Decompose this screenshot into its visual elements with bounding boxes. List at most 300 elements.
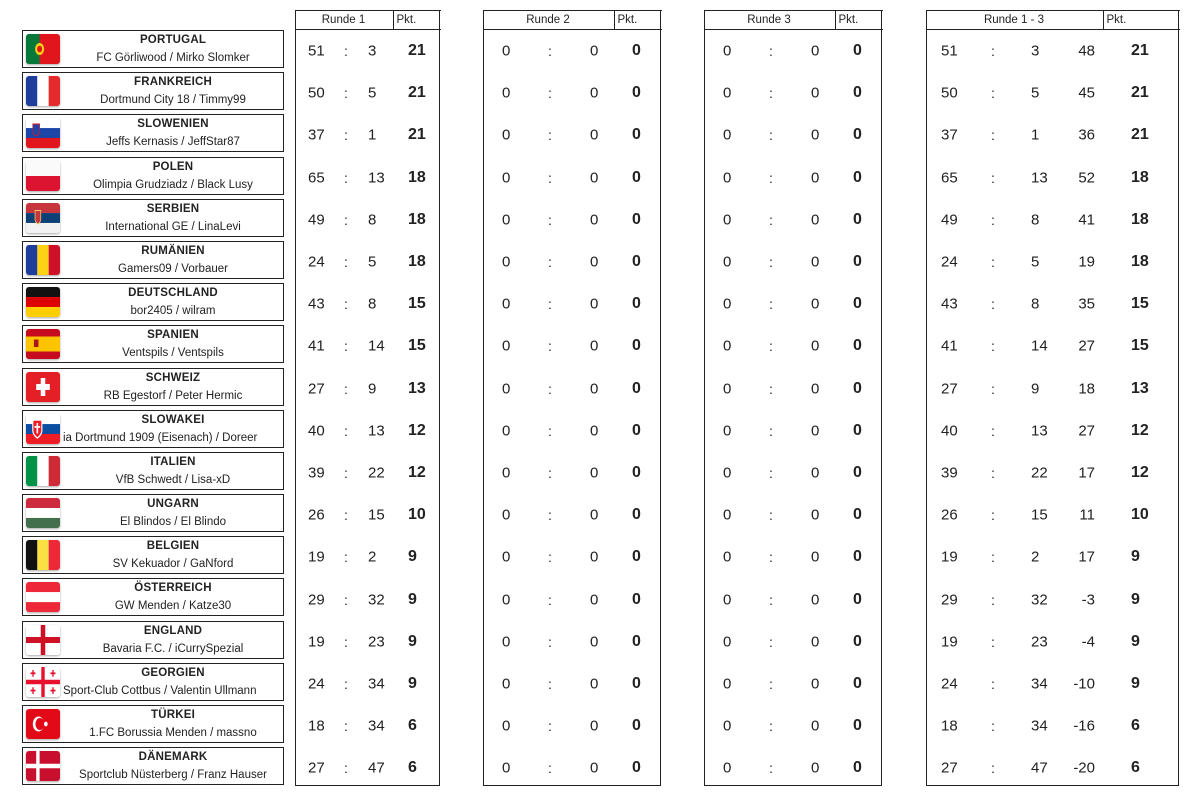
total-goals-for: 27 (941, 759, 958, 777)
total-colon: : (991, 43, 995, 60)
total-colon: : (991, 591, 995, 608)
total-points: 9 (1131, 632, 1140, 650)
total-row (927, 368, 1178, 410)
total-goals-for: 49 (941, 211, 958, 229)
round-1-row (296, 452, 439, 494)
round-3-goals-against: 0 (811, 422, 820, 440)
round-2-title: Runde 2 (483, 11, 615, 29)
round-2-points: 0 (632, 548, 641, 566)
round-3-goals-for: 0 (723, 759, 732, 777)
round-3-colon: : (769, 254, 773, 271)
round-2-goals-against: 0 (590, 126, 599, 144)
switzerland-flag-icon (26, 372, 60, 402)
round-1-goals-for: 43 (308, 295, 325, 313)
round-2-row (484, 241, 660, 283)
total-goal-diff: 41 (1078, 211, 1095, 229)
total-row (927, 157, 1178, 199)
team-row (22, 30, 284, 68)
team-name: Dortmund City 18 / Timmy99 (100, 94, 246, 107)
round-1-goals-for: 27 (308, 759, 325, 777)
round-2-goals-against: 0 (590, 337, 599, 355)
round-3-points: 0 (853, 337, 862, 355)
team-row (22, 157, 284, 195)
total-colon: : (991, 211, 995, 228)
round-3-goals-for: 0 (723, 548, 732, 566)
round-2-block (483, 10, 661, 786)
round-3-row (705, 241, 881, 283)
round-2-points: 0 (632, 337, 641, 355)
round-1-row (296, 494, 439, 536)
round-3-points: 0 (853, 632, 862, 650)
round-1-points: 12 (408, 421, 426, 439)
round-1-points: 12 (408, 464, 426, 482)
round-1-row (296, 705, 439, 747)
round-2-goals-for: 0 (502, 759, 511, 777)
round-3-colon: : (769, 422, 773, 439)
round-1-points: 9 (408, 632, 417, 650)
total-colon: : (991, 760, 995, 777)
round-2-row (484, 368, 660, 410)
total-goal-diff: -10 (1073, 675, 1095, 693)
total-row (927, 621, 1178, 663)
round-3-goals-against: 0 (811, 506, 820, 524)
total-row (927, 241, 1178, 283)
total-row (927, 30, 1178, 72)
round-1-goals-against: 13 (368, 169, 385, 187)
team-row (22, 241, 284, 279)
round-3-colon: : (769, 296, 773, 313)
round-1-goals-for: 49 (308, 211, 325, 229)
total-goals-against: 1 (1031, 126, 1040, 144)
slovenia-flag-icon (26, 118, 60, 148)
round-3-colon: : (769, 507, 773, 524)
country-name: SCHWEIZ (145, 371, 201, 384)
total-points: 13 (1131, 379, 1149, 397)
round-2-goals-for: 0 (502, 380, 511, 398)
serbia-flag-icon (26, 203, 60, 233)
round-1-goals-against: 9 (368, 380, 377, 398)
round-3-row (705, 747, 881, 789)
total-points: 6 (1131, 759, 1140, 777)
round-1-colon: : (344, 296, 348, 313)
romania-flag-icon (26, 245, 60, 275)
round-2-colon: : (548, 127, 552, 144)
round-3-colon: : (769, 760, 773, 777)
total-row (927, 452, 1178, 494)
round-1-goals-for: 39 (308, 464, 325, 482)
round-3-goals-against: 0 (811, 295, 820, 313)
total-block (926, 10, 1179, 786)
team-row (22, 410, 284, 448)
round-1-goals-for: 27 (308, 380, 325, 398)
total-row (927, 325, 1178, 367)
round-2-goals-for: 0 (502, 506, 511, 524)
team-row (22, 621, 284, 659)
round-2-row (484, 747, 660, 789)
round-1-colon: : (344, 43, 348, 60)
round-1-points: 6 (408, 759, 417, 777)
team-name: Gamers09 / Vorbauer (118, 262, 228, 275)
round-2-row (484, 283, 660, 325)
team-row (22, 283, 284, 321)
austria-flag-icon (26, 582, 60, 612)
round-2-row (484, 579, 660, 621)
round-1-row (296, 368, 439, 410)
england-flag-icon (26, 625, 60, 655)
round-3-goals-for: 0 (723, 633, 732, 651)
round-1-goals-against: 5 (368, 253, 377, 271)
round-1-goals-for: 41 (308, 337, 325, 355)
country-name: RUMÄNIEN (141, 244, 205, 257)
total-colon: : (991, 127, 995, 144)
total-colon: : (991, 465, 995, 482)
total-colon: : (991, 718, 995, 735)
round-2-points: 0 (632, 464, 641, 482)
round-3-points: 0 (853, 506, 862, 524)
round-3-goals-against: 0 (811, 675, 820, 693)
round-3-colon: : (769, 211, 773, 228)
round-3-title: Runde 3 (704, 11, 836, 29)
round-3-goals-for: 0 (723, 169, 732, 187)
round-2-points: 0 (632, 253, 641, 271)
round-1-goals-against: 34 (368, 717, 385, 735)
round-1-block (295, 10, 440, 786)
country-name: TÜRKEI (150, 709, 195, 721)
total-goal-diff: 36 (1078, 126, 1095, 144)
round-3-colon: : (769, 676, 773, 693)
round-2-colon: : (548, 549, 552, 566)
team-name: VfB Schwedt / Lisa-xD (115, 473, 231, 486)
round-3-row (705, 30, 881, 72)
round-3-goals-for: 0 (723, 717, 732, 735)
round-1-goals-for: 40 (308, 422, 325, 440)
round-1-row (296, 410, 439, 452)
total-goals-for: 65 (941, 169, 958, 187)
round-2-row (484, 325, 660, 367)
round-1-points: 15 (408, 337, 426, 355)
round-2-row (484, 157, 660, 199)
team-name: Sport-Club Cottbus / Valentin Ullmann (63, 684, 257, 697)
round-2-goals-against: 0 (590, 380, 599, 398)
round-3-goals-for: 0 (723, 591, 732, 609)
round-2-goals-against: 0 (590, 422, 599, 440)
round-2-points: 0 (632, 421, 641, 439)
round-2-colon: : (548, 465, 552, 482)
total-goal-diff: 18 (1078, 380, 1095, 398)
round-1-goals-against: 22 (368, 464, 385, 482)
round-3-goals-against: 0 (811, 211, 820, 229)
team-row (22, 452, 284, 490)
country-name: PORTUGAL (139, 34, 207, 46)
round-1-colon: : (344, 380, 348, 397)
round-2-colon: : (548, 633, 552, 650)
total-goal-diff: 17 (1078, 548, 1095, 566)
total-points: 12 (1131, 464, 1149, 482)
round-1-goals-for: 29 (308, 591, 325, 609)
total-goal-diff: -20 (1073, 759, 1095, 777)
round-1-row (296, 579, 439, 621)
total-goals-against: 5 (1031, 84, 1040, 102)
round-1-points: 21 (408, 84, 426, 102)
round-3-row (705, 452, 881, 494)
round-2-colon: : (548, 422, 552, 439)
team-name: El Blindos / El Blindo (119, 516, 227, 529)
country-name: ITALIEN (150, 455, 196, 468)
total-goals-for: 37 (941, 126, 958, 144)
round-3-points: 0 (853, 253, 862, 271)
round-3-header (704, 10, 883, 30)
total-goals-for: 40 (941, 422, 958, 440)
georgia-flag-icon (26, 667, 60, 697)
round-2-points: 0 (632, 759, 641, 777)
total-goals-for: 50 (941, 84, 958, 102)
total-goals-against: 32 (1031, 591, 1048, 609)
round-1-goals-for: 26 (308, 506, 325, 524)
round-3-colon: : (769, 85, 773, 102)
round-3-colon: : (769, 633, 773, 650)
germany-flag-icon (26, 287, 60, 317)
round-3-goals-for: 0 (723, 675, 732, 693)
belgium-flag-icon (26, 540, 60, 570)
round-1-colon: : (344, 127, 348, 144)
round-2-goals-against: 0 (590, 253, 599, 271)
total-goal-diff: 17 (1078, 464, 1095, 482)
round-3-row (705, 579, 881, 621)
round-2-pkt-header: Pkt. (617, 14, 638, 26)
round-1-points: 21 (408, 42, 426, 60)
total-colon: : (991, 507, 995, 524)
denmark-flag-icon (26, 751, 60, 781)
round-3-row (705, 114, 881, 156)
total-goal-diff: 45 (1078, 84, 1095, 102)
total-goals-against: 2 (1031, 548, 1040, 566)
team-row (22, 494, 284, 532)
round-1-row (296, 199, 439, 241)
total-colon: : (991, 85, 995, 102)
round-3-colon: : (769, 127, 773, 144)
round-2-points: 0 (632, 42, 641, 60)
round-3-goals-for: 0 (723, 253, 732, 271)
total-goals-against: 5 (1031, 253, 1040, 271)
round-3-goals-for: 0 (723, 506, 732, 524)
country-name: SPANIEN (147, 329, 199, 342)
round-2-points: 0 (632, 126, 641, 144)
total-points: 9 (1131, 548, 1140, 566)
total-row (927, 199, 1178, 241)
total-goals-against: 14 (1031, 337, 1048, 355)
team-row (22, 199, 284, 237)
team-row (22, 536, 284, 574)
total-goal-diff: -4 (1081, 633, 1095, 651)
round-3-row (705, 663, 881, 705)
total-goals-against: 22 (1031, 464, 1048, 482)
round-2-colon: : (548, 760, 552, 777)
round-3-colon: : (769, 380, 773, 397)
round-3-goals-for: 0 (723, 422, 732, 440)
total-goals-against: 15 (1031, 506, 1048, 524)
total-points: 21 (1131, 42, 1149, 60)
round-2-goals-for: 0 (502, 633, 511, 651)
total-row (927, 579, 1178, 621)
round-2-goals-for: 0 (502, 337, 511, 355)
team-row (22, 72, 284, 110)
round-3-colon: : (769, 718, 773, 735)
total-goals-against: 13 (1031, 422, 1048, 440)
round-2-colon: : (548, 211, 552, 228)
round-1-goals-for: 37 (308, 126, 325, 144)
team-name: 1.FC Borussia Menden / massno (89, 727, 257, 739)
round-2-points: 0 (632, 379, 641, 397)
round-1-colon: : (344, 591, 348, 608)
round-2-goals-against: 0 (590, 633, 599, 651)
round-1-row (296, 621, 439, 663)
round-1-goals-for: 24 (308, 253, 325, 271)
total-goals-against: 9 (1031, 380, 1040, 398)
round-1-points: 18 (408, 253, 426, 271)
round-3-row (705, 283, 881, 325)
round-3-row (705, 410, 881, 452)
round-3-goals-for: 0 (723, 126, 732, 144)
team-name: SV Kekuador / GaNford (112, 558, 234, 571)
round-1-row (296, 241, 439, 283)
total-colon: : (991, 676, 995, 693)
round-2-colon: : (548, 676, 552, 693)
round-2-goals-for: 0 (502, 126, 511, 144)
round-1-points: 9 (408, 590, 417, 608)
country-name: FRANKREICH (133, 76, 213, 89)
total-points: 10 (1131, 506, 1149, 524)
total-row (927, 72, 1178, 114)
round-3-points: 0 (853, 464, 862, 482)
round-1-points: 6 (408, 717, 417, 735)
round-2-goals-against: 0 (590, 506, 599, 524)
total-goals-against: 47 (1031, 759, 1048, 777)
team-name: bor2405 / wilram (130, 305, 216, 318)
team-name: Ventspils / Ventspils (122, 347, 224, 360)
round-2-colon: : (548, 591, 552, 608)
round-1-header (295, 10, 441, 30)
round-3-goals-against: 0 (811, 169, 820, 187)
france-flag-icon (26, 76, 60, 106)
team-row (22, 368, 284, 406)
round-3-points: 0 (853, 675, 862, 693)
round-2-goals-for: 0 (502, 422, 511, 440)
round-3-goals-for: 0 (723, 380, 732, 398)
turkey-flag-icon (26, 709, 60, 739)
total-row (927, 114, 1178, 156)
round-1-row (296, 536, 439, 578)
slovakia-flag-icon (26, 414, 60, 444)
round-1-goals-against: 13 (368, 422, 385, 440)
country-name: POLEN (152, 160, 194, 173)
round-3-points: 0 (853, 126, 862, 144)
round-2-goals-against: 0 (590, 548, 599, 566)
total-goals-for: 18 (941, 717, 958, 735)
round-3-row (705, 72, 881, 114)
total-colon: : (991, 338, 995, 355)
round-2-row (484, 494, 660, 536)
round-3-colon: : (769, 465, 773, 482)
round-2-colon: : (548, 296, 552, 313)
round-3-row (705, 621, 881, 663)
total-colon: : (991, 169, 995, 186)
round-3-row (705, 705, 881, 747)
round-1-points: 18 (408, 168, 426, 186)
total-goals-for: 51 (941, 42, 958, 60)
team-name: RB Egestorf / Peter Hermic (103, 389, 243, 402)
total-goal-diff: 52 (1078, 169, 1095, 187)
round-3-goals-against: 0 (811, 633, 820, 651)
total-points: 15 (1131, 337, 1149, 355)
round-1-row (296, 325, 439, 367)
round-2-row (484, 114, 660, 156)
round-3-goals-for: 0 (723, 211, 732, 229)
round-2-row (484, 72, 660, 114)
round-2-goals-against: 0 (590, 591, 599, 609)
round-2-goals-against: 0 (590, 169, 599, 187)
round-1-points: 15 (408, 295, 426, 313)
team-name: Bavaria F.C. / iCurrySpezial (102, 642, 244, 655)
team-row (22, 705, 284, 743)
round-1-goals-for: 51 (308, 42, 325, 60)
total-goal-diff: 35 (1078, 295, 1095, 313)
total-pkt-header: Pkt. (1106, 14, 1127, 26)
round-2-colon: : (548, 718, 552, 735)
round-1-points: 21 (408, 126, 426, 144)
round-1-colon: : (344, 169, 348, 186)
round-1-colon: : (344, 507, 348, 524)
round-2-goals-against: 0 (590, 717, 599, 735)
round-1-goals-against: 5 (368, 84, 377, 102)
total-goals-for: 41 (941, 337, 958, 355)
spain-flag-icon (26, 329, 60, 359)
total-goals-for: 26 (941, 506, 958, 524)
italy-flag-icon (26, 456, 60, 486)
round-1-row (296, 747, 439, 789)
round-1-row (296, 157, 439, 199)
round-2-goals-for: 0 (502, 84, 511, 102)
total-row (927, 747, 1178, 789)
round-1-row (296, 663, 439, 705)
team-name: GW Menden / Katze30 (114, 600, 232, 613)
round-2-colon: : (548, 380, 552, 397)
team-name: International GE / LinaLevi (105, 220, 241, 233)
round-2-colon: : (548, 254, 552, 271)
total-points: 9 (1131, 675, 1140, 693)
poland-flag-icon (26, 161, 60, 191)
round-1-colon: : (344, 85, 348, 102)
round-1-goals-against: 8 (368, 211, 377, 229)
country-name: SERBIEN (146, 202, 200, 215)
round-3-goals-for: 0 (723, 42, 732, 60)
team-list (22, 30, 284, 789)
round-2-goals-against: 0 (590, 42, 599, 60)
total-goals-against: 3 (1031, 42, 1040, 60)
country-name: BELGIEN (146, 540, 200, 553)
round-2-points: 0 (632, 295, 641, 313)
round-3-points: 0 (853, 42, 862, 60)
round-3-goals-against: 0 (811, 126, 820, 144)
total-goals-for: 39 (941, 464, 958, 482)
round-1-goals-against: 15 (368, 506, 385, 524)
round-3-points: 0 (853, 590, 862, 608)
round-3-points: 0 (853, 379, 862, 397)
round-2-goals-for: 0 (502, 464, 511, 482)
round-2-goals-against: 0 (590, 295, 599, 313)
round-1-row (296, 72, 439, 114)
round-2-goals-for: 0 (502, 717, 511, 735)
country-name: DEUTSCHLAND (128, 287, 218, 300)
